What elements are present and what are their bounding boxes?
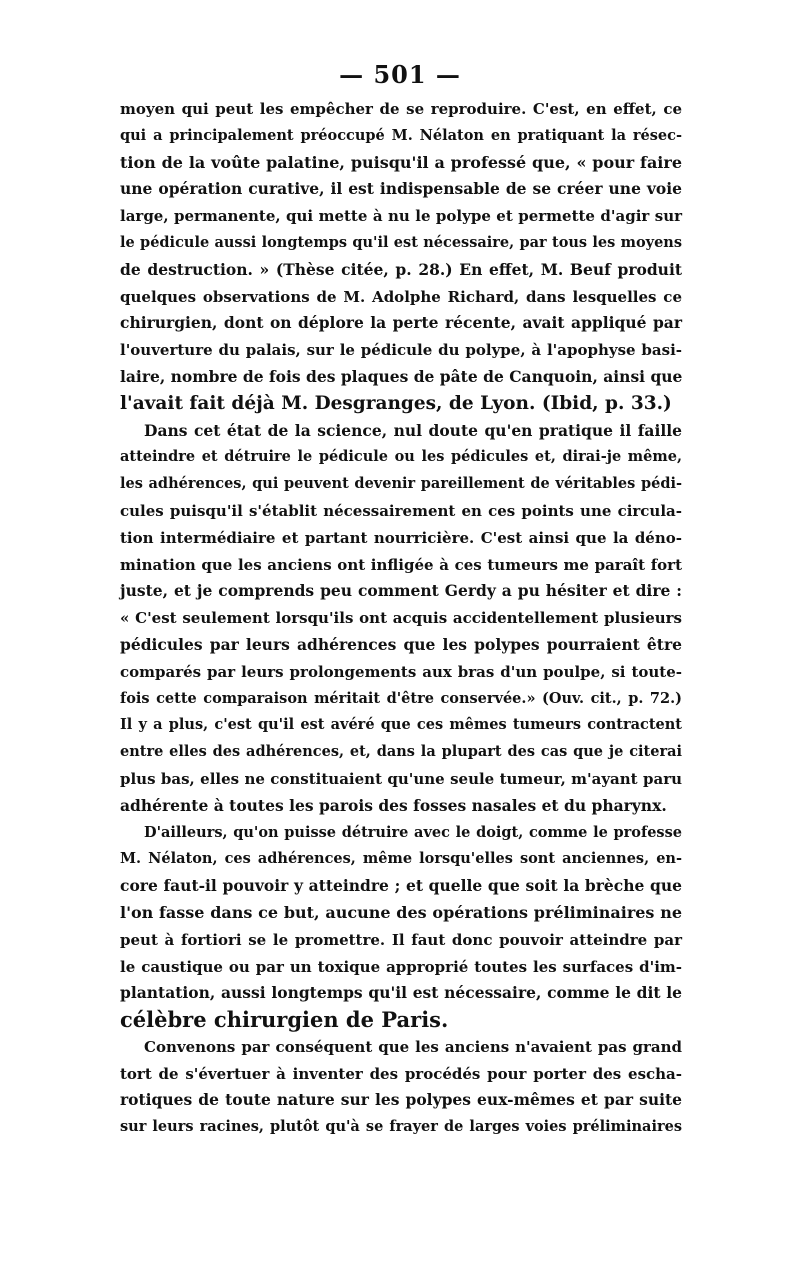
text-line: entre elles des adhérences, et, dans la plupart des cas que je citerai [120, 743, 682, 761]
text-line: le caustique ou par un toxique approprié toutes les surfaces d'im- [120, 957, 682, 976]
text-line: plus bas, elles ne constituaient qu'une seule tumeur, m'ayant paru [120, 769, 682, 788]
text-line: de destruction. » (Thèse citée, p. 28.) En effet, M. Beuf produit [120, 259, 682, 279]
text-line: chirurgien, dont on déplore la perte récente, avait appliqué par [120, 313, 682, 333]
text-line: l'ouverture du palais, sur le pédicule du polype, à l'apophyse basi- [120, 341, 682, 360]
text-line: juste, et je comprends peu comment Gerdy a pu hésiter et dire : [120, 581, 682, 601]
text-line: peut à fortiori se le promettre. Il faut donc pouvoir atteindre par [120, 930, 682, 949]
body-text [120, 96, 682, 1141]
text-line: tion de la voûte palatine, puisqu'il a professé que, « pour faire [120, 152, 682, 172]
text-line: core faut-il pouvoir y atteindre ; et quelle que soit la brèche que [120, 876, 682, 896]
text-line: plantation, aussi longtemps qu'il est nécessaire, comme le dit le [120, 983, 682, 1003]
text-line: large, permanente, qui mette à nu le polype et permette d'agir sur [120, 207, 682, 226]
text-line: rotiques de toute nature sur les polypes eux-mêmes et par suite [120, 1090, 682, 1110]
text-line: l'on fasse dans ce but, aucune des opérations préliminaires ne [120, 902, 682, 922]
text-line: qui a principalement préoccupé M. Nélaton en pratiquant la résec- [120, 126, 682, 144]
text-line: fois cette comparaison méritait d'être conservée.» (Ouv. cit., p. 72.) [120, 689, 682, 707]
text-line: Dans cet état de la science, nul doute qu'en pratique il faille [144, 420, 682, 440]
text-line: moyen qui peut les empêcher de se reproduire. C'est, en effet, ce [120, 100, 682, 118]
text-line: sur leurs racines, plutôt qu'à se frayer de larges voies préliminaires [120, 1118, 682, 1136]
text-line: laire, nombre de fois des plaques de pâte de Canquoin, ainsi que [120, 366, 683, 386]
text-line: pédicules par leurs adhérences que les polypes pourraient être [120, 634, 682, 654]
text-line: atteindre et détruire le pédicule ou les pédicules et, dirai-je même, [120, 448, 682, 466]
text-line: cules puisqu'il s'établit nécessairement en ces points une circula- [120, 501, 682, 520]
paragraph-4 [120, 1034, 682, 1141]
text-line: l'avait fait déjà M. Desgranges, de Lyon. (Ibid, p. 33.) [120, 392, 672, 414]
text-line: D'ailleurs, qu'on puisse détruire avec le doigt, comme le professe [144, 823, 682, 841]
text-line: comparés par leurs prolongements aux bras d'un poulpe, si toute- [120, 662, 682, 681]
page-number: — 501 — [339, 60, 461, 89]
paragraph-3 [120, 820, 682, 1034]
text-line: le pédicule aussi longtemps qu'il est nécessaire, par tous les moyens [120, 233, 682, 251]
text-line: adhérente à toutes les parois des fosses nasales et du pharynx. [120, 795, 667, 815]
paragraph-1 [120, 96, 682, 418]
paragraph-2 [120, 418, 682, 820]
text-line: mination que les anciens ont infligée à ces tumeurs me paraît fort [120, 555, 682, 574]
text-line: une opération curative, il est indispensable de se créer une voie [120, 179, 682, 199]
text-line: tion intermédiaire et partant nourricière. C'est ainsi que la déno- [120, 528, 682, 547]
text-line: les adhérences, qui peuvent devenir pareillement de véritables pédi- [120, 475, 682, 493]
text-line: « C'est seulement lorsqu'ils ont acquis accidentellement plusieurs [120, 609, 682, 628]
text-line: M. Nélaton, ces adhérences, même lorsqu'elles sont anciennes, en- [120, 850, 682, 868]
text-line: célèbre chirurgien de Paris. [120, 1007, 449, 1033]
text-line: Il y a plus, c'est qu'il est avéré que ces mêmes tumeurs contractent [120, 716, 682, 734]
text-line: quelques observations de M. Adolphe Richard, dans lesquelles ce [120, 287, 682, 306]
text-line: Convenons par conséquent que les anciens n'avaient pas grand [144, 1037, 682, 1056]
text-line: tort de s'évertuer à inventer des procédés pour porter des escha- [120, 1064, 682, 1083]
